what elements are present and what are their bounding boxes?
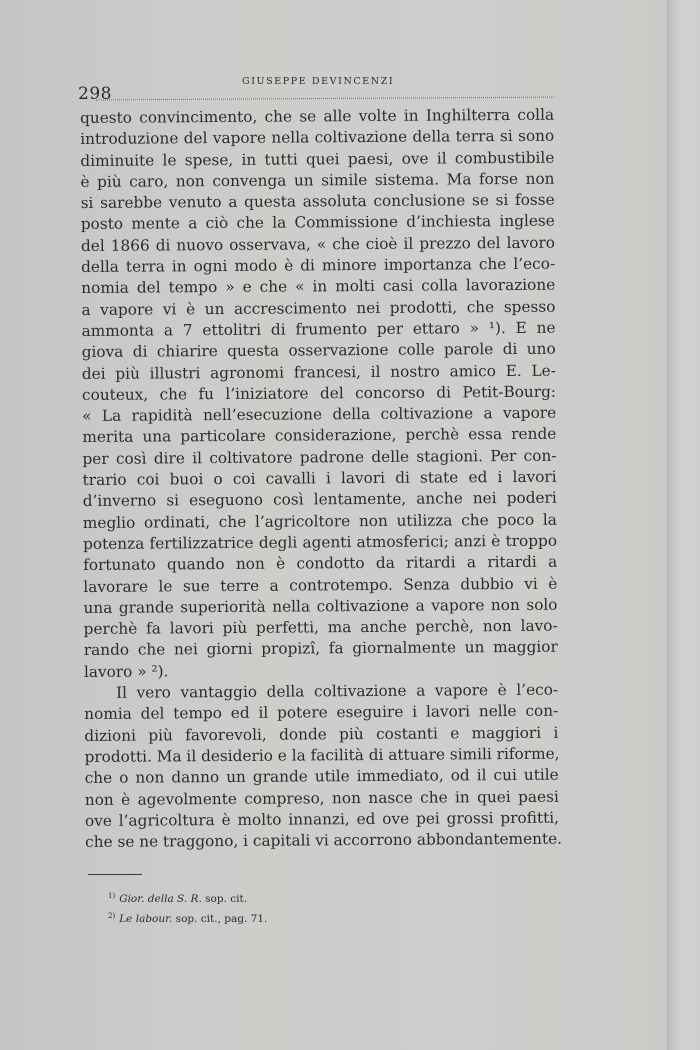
- text-line: fortunato quando non è condotto da ritardi a ritardi a: [83, 552, 558, 575]
- text-line: dizioni più favorevoli, donde più costanti e maggiori i: [84, 723, 559, 745]
- text-line: lavoro » ²).: [83, 662, 169, 681]
- text-line: giova di chiarire questa osservazione colle parole di uno: [81, 339, 556, 362]
- text-line: meglio ordinati, che l’agricoltore non utilizza che poco la: [82, 510, 557, 532]
- text-line: per così dire il coltivatore padrone delle stagioni. Per con-: [82, 446, 557, 468]
- text-line: a vapore vi è un accrescimento nei prodotti, che spesso: [81, 297, 556, 319]
- text-line: trario coi buoi o coi cavalli i lavori di state ed i lavori: [82, 467, 557, 490]
- text-line: questo convincimento, che se alle volte in Inghilterra colla: [80, 105, 555, 127]
- page-edge: [667, 0, 700, 1050]
- paragraph: [84, 680, 563, 854]
- text-line: nomia del tempo ed il potere eseguire i lavori nelle con-: [84, 701, 559, 724]
- text-line: d’inverno si eseguono così lentamente, anche nei poderi: [82, 489, 557, 511]
- page-header: [78, 72, 554, 102]
- text-line: merita una particolare considerazione, perchè essa rende: [82, 425, 557, 447]
- footnotes: [108, 888, 267, 928]
- text-line: prodotti. Ma il desiderio e la facilità di attuare simili riforme,: [84, 744, 560, 766]
- text-line: che o non danno un grande utile immediato, od il cui utile: [84, 765, 559, 788]
- text-line: lavorare le sue terre a controtempo. Senza dubbio vi è: [83, 574, 558, 596]
- footnote-citation: sop. cit.: [201, 893, 248, 905]
- body-text: [80, 105, 563, 854]
- text-line: couteux, che fu l’iniziatore del concorso di Petit-Bourg:: [81, 382, 557, 404]
- footnote-rule: [88, 874, 142, 875]
- text-line: « La rapidità nell’esecuzione della coltivazione a vapore: [82, 403, 557, 426]
- text-line: del 1866 di nuovo osservava, « che cioè il prezzo del lavoro: [80, 233, 556, 255]
- text-line: introduzione del vapore nella coltivazione della terra si sono: [80, 126, 555, 149]
- text-line: che se ne traggono, i capitali vi accorrono abbondantemente.: [85, 829, 563, 852]
- footnote: [108, 908, 267, 928]
- footnote-citation: sop. cit., pag. 71.: [172, 913, 268, 925]
- text-line: ove l’agricoltura è molto innanzi, ed ove pei grossi profitti,: [84, 808, 560, 830]
- paragraph: [80, 105, 558, 683]
- text-line: della terra in ogni modo è di minore importanza che l’eco-: [81, 254, 556, 277]
- text-line: rando che nei giorni propizî, fa giornalmente un maggior: [83, 638, 558, 660]
- footnote: [108, 888, 267, 908]
- text-line: dei più illustri agronomi francesi, il nostro amico E. Le-: [81, 361, 556, 383]
- text-line: si sarebbe venuto a questa assoluta conclusione se si fosse: [80, 190, 555, 213]
- footnote-source: Le labour.: [119, 913, 173, 925]
- footnote-source: Gior. della S. R.: [119, 893, 202, 905]
- header-rule: [96, 97, 554, 101]
- text-line: Il vero vantaggio della coltivazione a vapore è l’eco-: [116, 680, 559, 702]
- text-line: è più caro, non convenga un simile sistema. Ma forse non: [80, 169, 555, 191]
- text-line: ammonta a 7 ettolitri di frumento per ettaro » ¹). E ne: [81, 318, 556, 340]
- text-line: nomia del tempo » e che « in molti casi colla lavorazione: [81, 276, 556, 298]
- text-line: una grande superiorità nella coltivazione a vapore non solo: [83, 595, 558, 617]
- text-line: posto mente a ciò che la Commissione d’inchiesta inglese: [80, 212, 555, 234]
- text-line: diminuite le spese, in tutti quei paesi, ove il combustibile: [80, 148, 555, 170]
- running-head: GIUSEPPE DEVINCENZI: [242, 76, 395, 87]
- text-line: potenza fertilizzatrice degli agenti atmosferici; anzi è troppo: [82, 531, 558, 553]
- footnote-mark: 2): [108, 912, 116, 920]
- page-number: 298: [78, 84, 112, 104]
- text-line: perchè fa lavori più perfetti, ma anche perchè, non lavo-: [83, 616, 558, 639]
- footnote-mark: 1): [108, 892, 116, 900]
- text-line: non è agevolmente compreso, non nasce che in quei paesi: [84, 787, 559, 809]
